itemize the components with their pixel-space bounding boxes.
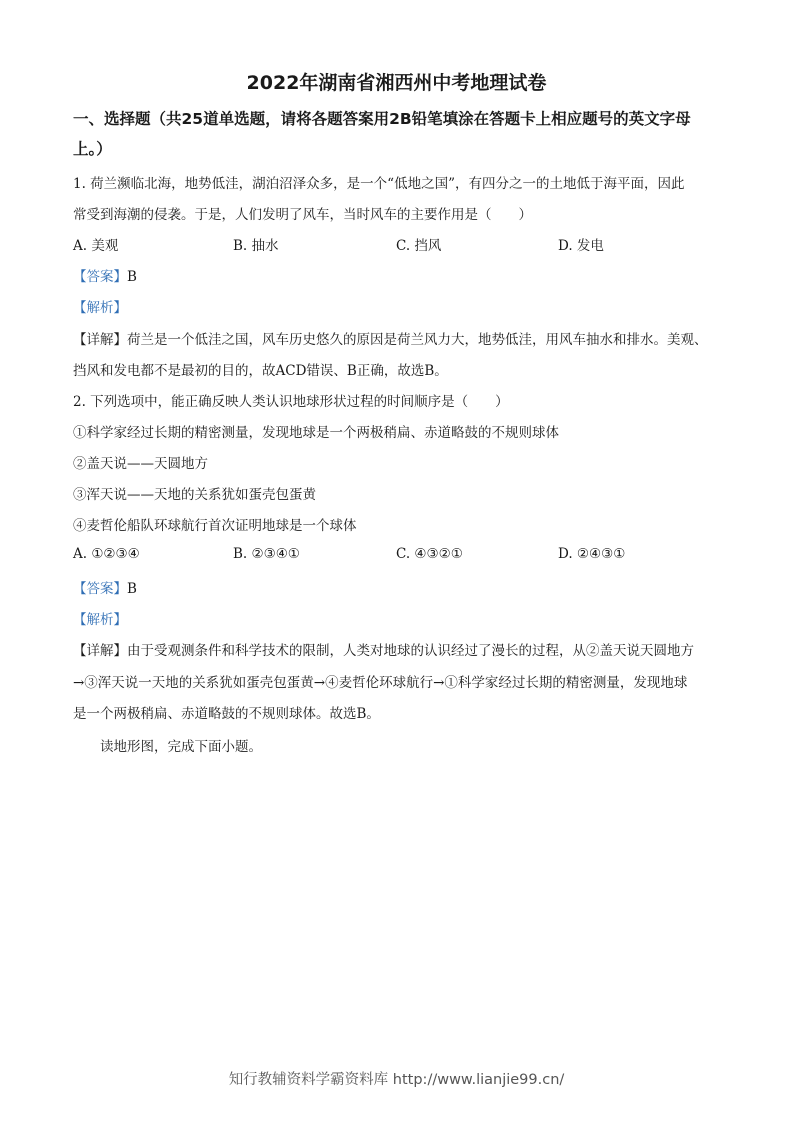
q1-stem-line-1: 1. 荷兰濒临北海，地势低洼，湖泊沼泽众多，是一个“低地之国”，有四分之一的土地低于海平面，因此: [73, 176, 685, 192]
q1-analysis-tag: 【解析】: [73, 300, 127, 316]
map-instruction: 读地形图，完成下面小题。: [100, 739, 262, 755]
q1-option-a: A. 美观: [73, 238, 119, 254]
q2-detail-line-1: 【详解】由于受观测条件和科学技术的限制，人类对地球的认识经过了漫长的过程，从②盖天说天圆地方: [73, 643, 694, 659]
q1-answer-value: B: [127, 269, 137, 285]
q2-answer: [73, 577, 137, 597]
q1-detail-line-1: 【详解】荷兰是一个低洼之国，风车历史悠久的原因是荷兰风力大，地势低洼，用风车抽水和排水。美观、: [73, 332, 708, 348]
q2-item-3: ③浑天说——天地的关系犹如蛋壳包蛋黄: [73, 487, 316, 503]
q2-stem: 2. 下列选项中，能正确反映人类认识地球形状过程的时间顺序是（ ）: [73, 394, 509, 410]
q2-answer-tag: 【答案】: [73, 581, 127, 597]
q2-item-4: ④麦哲伦船队环球航行首次证明地球是一个球体: [73, 518, 357, 534]
q1-option-c: C. 挡风: [396, 238, 442, 254]
section-heading-line-1: 一、选择题（共25道单选题，请将各题答案用2B铅笔填涂在答题卡上相应题号的英文字母: [73, 110, 691, 128]
q2-item-2: ②盖天说——天圆地方: [73, 456, 208, 472]
q2-item-1: ①科学家经过长期的精密测量，发现地球是一个两极稍扁、赤道略鼓的不规则球体: [73, 425, 559, 441]
q1-option-b: B. 抽水: [233, 238, 279, 254]
q1-stem-line-2: 常受到海潮的侵袭。于是，人们发明了风车，当时风车的主要作用是（ ）: [73, 207, 532, 223]
q1-option-d: D. 发电: [558, 238, 604, 254]
q1-answer: [73, 265, 137, 285]
q2-detail-line-3: 是一个两极稍扁、赤道略鼓的不规则球体。故选B。: [73, 706, 380, 722]
q2-option-d: D. ②④③①: [558, 546, 626, 562]
section-heading-line-2: 上。）: [73, 140, 112, 158]
page-title: 2022年湖南省湘西州中考地理试卷: [246, 72, 547, 94]
q1-answer-tag: 【答案】: [73, 269, 127, 285]
q2-detail-line-2: →③浑天说一天地的关系犹如蛋壳包蛋黄→④麦哲伦环球航行→①科学家经过长期的精密测量，发现地球: [73, 675, 688, 691]
q2-answer-value: B: [127, 581, 137, 597]
q2-option-a: A. ①②③④: [73, 546, 140, 562]
section-heading: [73, 104, 723, 164]
q2-option-c: C. ④③②①: [396, 546, 463, 562]
q2-option-b: B. ②③④①: [233, 546, 300, 562]
footer-watermark: 知行教辅资料学霸资料库 http://www.lianjie99.cn/: [228, 1072, 565, 1088]
q1-detail-line-2: 挡风和发电都不是最初的目的，故ACD错误、B正确，故选B。: [73, 363, 448, 379]
q2-analysis-tag: 【解析】: [73, 612, 127, 628]
